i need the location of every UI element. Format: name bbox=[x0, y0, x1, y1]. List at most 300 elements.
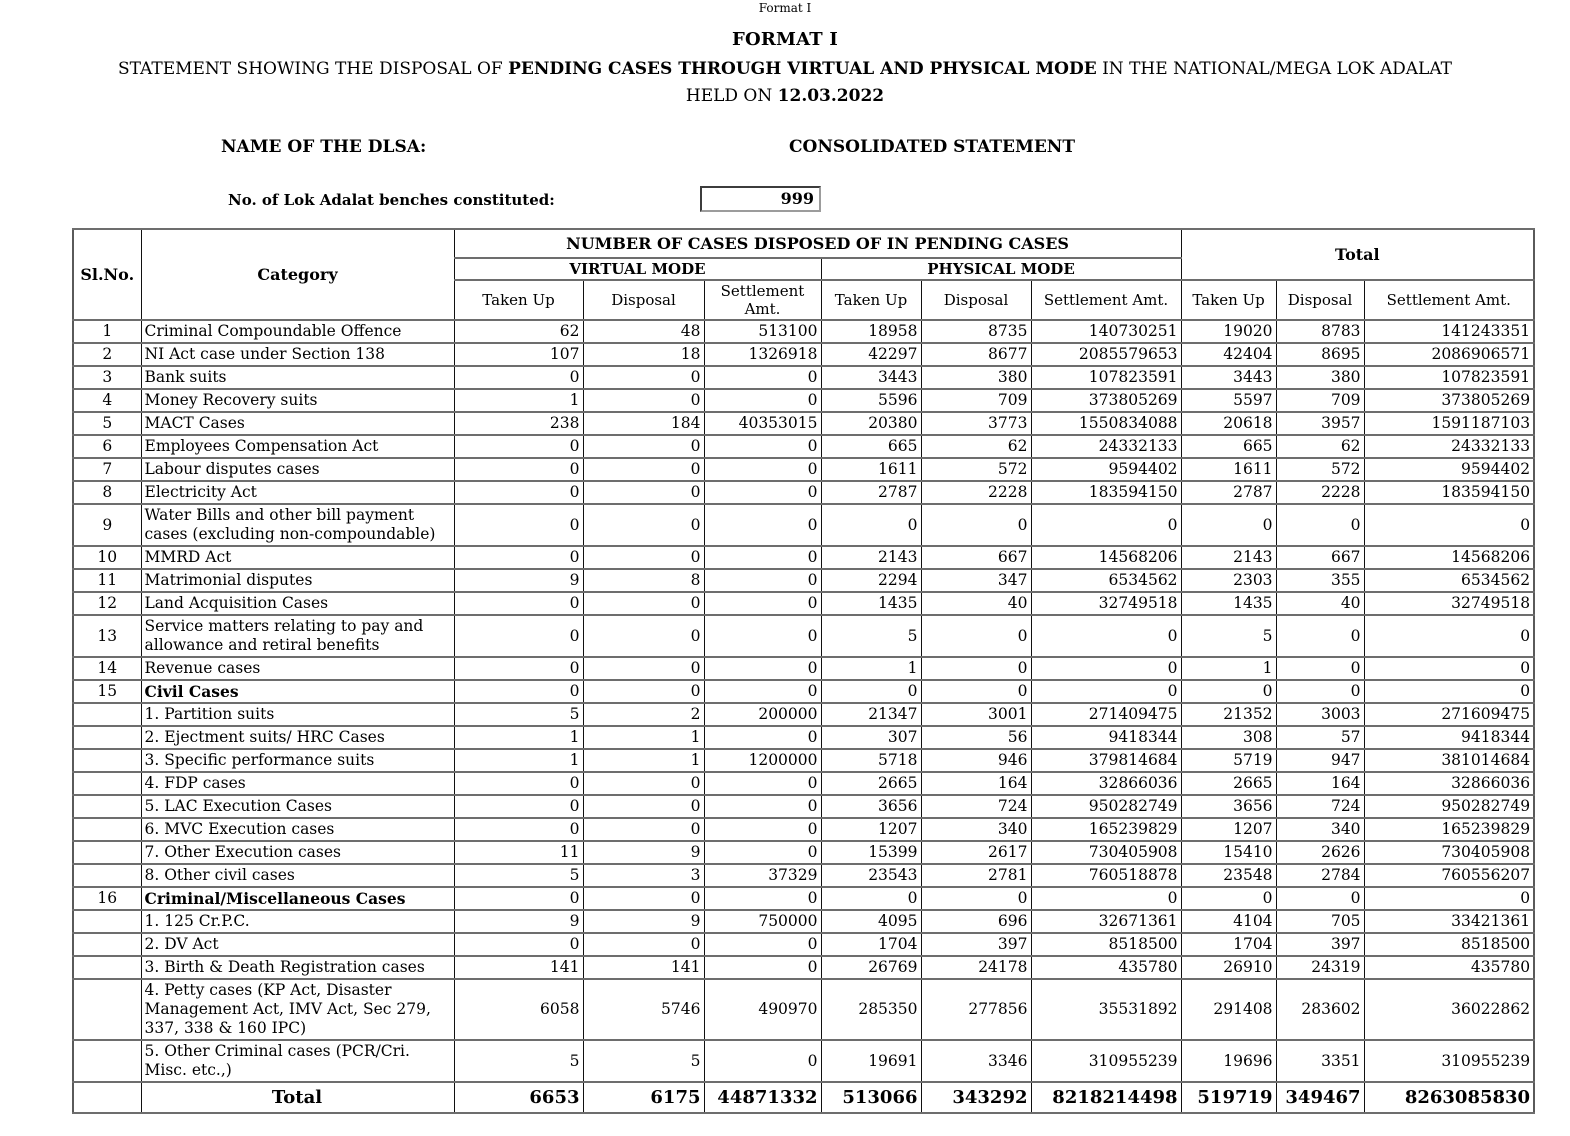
cell-sl-no: 16 bbox=[73, 887, 141, 910]
cell-value: 0 bbox=[704, 772, 821, 795]
cell-value: 760556207 bbox=[1364, 864, 1534, 887]
cell-category: 2. Ejectment suits/ HRC Cases bbox=[141, 726, 454, 749]
cell-value: 373805269 bbox=[1031, 389, 1181, 412]
cell-category: MMRD Act bbox=[141, 546, 454, 569]
cell-value: 380 bbox=[1276, 366, 1364, 389]
cell-value: 42404 bbox=[1181, 343, 1276, 366]
col-header-total-taken-up: Taken Up bbox=[1181, 280, 1276, 320]
cell-value: 5 bbox=[454, 1040, 583, 1082]
cell-value: 1611 bbox=[1181, 458, 1276, 481]
cases-disposal-table bbox=[72, 228, 1535, 1114]
cell-value: 0 bbox=[583, 680, 704, 703]
cell-value: 0 bbox=[921, 680, 1031, 703]
cell-value: 947 bbox=[1276, 749, 1364, 772]
consolidated-statement-label: CONSOLIDATED STATEMENT bbox=[789, 137, 1075, 157]
cell-value: 0 bbox=[704, 615, 821, 657]
cell-value: 0 bbox=[704, 956, 821, 979]
cell-value: 381014684 bbox=[1364, 749, 1534, 772]
cell-value: 3 bbox=[583, 864, 704, 887]
cell-sl-no bbox=[73, 795, 141, 818]
table-row bbox=[73, 592, 1534, 615]
cell-value: 2626 bbox=[1276, 841, 1364, 864]
cell-value: 141243351 bbox=[1364, 320, 1534, 343]
cell-value: 667 bbox=[921, 546, 1031, 569]
cell-value: 32866036 bbox=[1364, 772, 1534, 795]
cell-value: 9418344 bbox=[1031, 726, 1181, 749]
cell-value: 0 bbox=[454, 887, 583, 910]
cell-total-value: 349467 bbox=[1276, 1082, 1364, 1113]
cell-value: 397 bbox=[1276, 933, 1364, 956]
cell-value: 1 bbox=[454, 726, 583, 749]
cell-value: 0 bbox=[821, 504, 921, 546]
cell-value: 24178 bbox=[921, 956, 1031, 979]
cell-value: 8677 bbox=[921, 343, 1031, 366]
cell-value: 0 bbox=[583, 772, 704, 795]
cell-value: 572 bbox=[1276, 458, 1364, 481]
cell-value: 730405908 bbox=[1364, 841, 1534, 864]
cell-value: 0 bbox=[704, 481, 821, 504]
cell-value: 140730251 bbox=[1031, 320, 1181, 343]
cell-value: 14568206 bbox=[1364, 546, 1534, 569]
cell-value: 24332133 bbox=[1364, 435, 1534, 458]
cell-value: 0 bbox=[583, 435, 704, 458]
cell-value: 5596 bbox=[821, 389, 921, 412]
col-header-sl-no: Sl.No. bbox=[73, 229, 141, 320]
cell-sl-no bbox=[73, 772, 141, 795]
benches-count-value: 999 bbox=[780, 189, 814, 208]
cell-value: 696 bbox=[921, 910, 1031, 933]
cell-value: 724 bbox=[1276, 795, 1364, 818]
cell-value: 1 bbox=[454, 389, 583, 412]
cell-value: 35531892 bbox=[1031, 979, 1181, 1040]
cell-value: 0 bbox=[704, 887, 821, 910]
statement-bold-text: PENDING CASES THROUGH VIRTUAL AND PHYSICAL MODE bbox=[508, 59, 1097, 79]
table-row bbox=[73, 795, 1534, 818]
cell-sl-no bbox=[73, 933, 141, 956]
cell-value: 32749518 bbox=[1364, 592, 1534, 615]
cell-category: 2. DV Act bbox=[141, 933, 454, 956]
cell-category: NI Act case under Section 138 bbox=[141, 343, 454, 366]
cell-value: 5 bbox=[454, 703, 583, 726]
cell-value: 0 bbox=[821, 680, 921, 703]
table-row bbox=[73, 772, 1534, 795]
cell-value: 2294 bbox=[821, 569, 921, 592]
cell-category: 4. Petty cases (KP Act, Disaster Management Act, IMV Act, Sec 279, 337, 338 & 160 IPC) bbox=[141, 979, 454, 1040]
cell-value: 0 bbox=[583, 818, 704, 841]
cell-total-value: 519719 bbox=[1181, 1082, 1276, 1113]
cell-value: 724 bbox=[921, 795, 1031, 818]
cell-sl-no: 4 bbox=[73, 389, 141, 412]
cell-value: 0 bbox=[1031, 887, 1181, 910]
benches-constituted-label: No. of Lok Adalat benches constituted: bbox=[228, 191, 555, 209]
col-header-category: Category bbox=[141, 229, 454, 320]
cell-value: 0 bbox=[1364, 504, 1534, 546]
page-header-label: Format I bbox=[758, 1, 812, 15]
table-row bbox=[73, 680, 1534, 703]
table-total-row bbox=[73, 1082, 1534, 1113]
cell-sl-no: 1 bbox=[73, 320, 141, 343]
cell-value: 1200000 bbox=[704, 749, 821, 772]
table-row bbox=[73, 956, 1534, 979]
col-header-virtual-taken-up: Taken Up bbox=[454, 280, 583, 320]
cell-value: 0 bbox=[704, 569, 821, 592]
table-row bbox=[73, 887, 1534, 910]
cell-value: 19020 bbox=[1181, 320, 1276, 343]
cell-value: 0 bbox=[704, 389, 821, 412]
cell-value: 3351 bbox=[1276, 1040, 1364, 1082]
cell-sl-no: 5 bbox=[73, 412, 141, 435]
cell-value: 277856 bbox=[921, 979, 1031, 1040]
cell-category: Electricity Act bbox=[141, 481, 454, 504]
cell-value: 0 bbox=[1031, 504, 1181, 546]
table-row bbox=[73, 481, 1534, 504]
cell-value: 9 bbox=[583, 841, 704, 864]
cell-value: 40 bbox=[921, 592, 1031, 615]
cell-value: 0 bbox=[583, 366, 704, 389]
cell-sl-no bbox=[73, 956, 141, 979]
cell-value: 1435 bbox=[1181, 592, 1276, 615]
cell-value: 373805269 bbox=[1364, 389, 1534, 412]
cell-value: 3003 bbox=[1276, 703, 1364, 726]
cell-value: 0 bbox=[1031, 657, 1181, 680]
cell-value: 665 bbox=[1181, 435, 1276, 458]
cell-value: 21352 bbox=[1181, 703, 1276, 726]
cell-value: 107823591 bbox=[1031, 366, 1181, 389]
cell-value: 5718 bbox=[821, 749, 921, 772]
cell-value: 572 bbox=[921, 458, 1031, 481]
cell-value: 0 bbox=[1276, 615, 1364, 657]
cell-value: 0 bbox=[1276, 887, 1364, 910]
cell-value: 42297 bbox=[821, 343, 921, 366]
cell-value: 0 bbox=[454, 435, 583, 458]
cell-value: 0 bbox=[583, 389, 704, 412]
cell-value: 760518878 bbox=[1031, 864, 1181, 887]
cell-value: 0 bbox=[454, 680, 583, 703]
cell-total-value: 513066 bbox=[821, 1082, 921, 1113]
cell-sl-no bbox=[73, 1082, 141, 1113]
cell-value: 20380 bbox=[821, 412, 921, 435]
cell-value: 18 bbox=[583, 343, 704, 366]
cell-value: 0 bbox=[704, 841, 821, 864]
cell-value: 2228 bbox=[921, 481, 1031, 504]
cell-value: 0 bbox=[1031, 615, 1181, 657]
cell-value: 271609475 bbox=[1364, 703, 1534, 726]
cell-value: 40 bbox=[1276, 592, 1364, 615]
cell-value: 24319 bbox=[1276, 956, 1364, 979]
cell-category: MACT Cases bbox=[141, 412, 454, 435]
cell-value: 18958 bbox=[821, 320, 921, 343]
dlsa-label: NAME OF THE DLSA: bbox=[221, 137, 427, 157]
cell-value: 33421361 bbox=[1364, 910, 1534, 933]
cell-sl-no: 10 bbox=[73, 546, 141, 569]
cell-category: 1. Partition suits bbox=[141, 703, 454, 726]
table-row bbox=[73, 546, 1534, 569]
cell-value: 355 bbox=[1276, 569, 1364, 592]
cell-value: 0 bbox=[704, 933, 821, 956]
cell-total-value: 6175 bbox=[583, 1082, 704, 1113]
cell-value: 0 bbox=[704, 680, 821, 703]
cell-value: 347 bbox=[921, 569, 1031, 592]
cell-value: 308 bbox=[1181, 726, 1276, 749]
cell-value: 0 bbox=[704, 818, 821, 841]
cell-value: 0 bbox=[454, 795, 583, 818]
cell-value: 2787 bbox=[1181, 481, 1276, 504]
cell-value: 0 bbox=[1276, 504, 1364, 546]
cell-value: 1704 bbox=[1181, 933, 1276, 956]
cell-total-value: 6653 bbox=[454, 1082, 583, 1113]
cell-value: 6058 bbox=[454, 979, 583, 1040]
cell-value: 0 bbox=[454, 504, 583, 546]
cell-value: 141 bbox=[454, 956, 583, 979]
cell-value: 3656 bbox=[821, 795, 921, 818]
cell-category: Civil Cases bbox=[141, 680, 454, 703]
cell-value: 435780 bbox=[1364, 956, 1534, 979]
cell-category: Water Bills and other bill payment cases (excluding non-compoundable) bbox=[141, 504, 454, 546]
cell-value: 26769 bbox=[821, 956, 921, 979]
statement-suffix: IN THE NATIONAL/MEGA LOK ADALAT bbox=[1096, 59, 1453, 79]
cell-value: 37329 bbox=[704, 864, 821, 887]
cell-value: 24332133 bbox=[1031, 435, 1181, 458]
cell-value: 32749518 bbox=[1031, 592, 1181, 615]
cell-value: 0 bbox=[1364, 615, 1534, 657]
cell-value: 8518500 bbox=[1364, 933, 1534, 956]
cell-value: 950282749 bbox=[1364, 795, 1534, 818]
cell-value: 6534562 bbox=[1031, 569, 1181, 592]
cell-value: 379814684 bbox=[1031, 749, 1181, 772]
cell-value: 6534562 bbox=[1364, 569, 1534, 592]
cell-sl-no bbox=[73, 818, 141, 841]
table-header-row-1 bbox=[73, 229, 1534, 258]
table-row bbox=[73, 458, 1534, 481]
cell-value: 14568206 bbox=[1031, 546, 1181, 569]
cell-value: 435780 bbox=[1031, 956, 1181, 979]
cell-value: 2086906571 bbox=[1364, 343, 1534, 366]
cell-value: 0 bbox=[1276, 680, 1364, 703]
cell-value: 310955239 bbox=[1364, 1040, 1534, 1082]
cell-category: Criminal/Miscellaneous Cases bbox=[141, 887, 454, 910]
cell-sl-no: 15 bbox=[73, 680, 141, 703]
cell-value: 62 bbox=[921, 435, 1031, 458]
cell-value: 2617 bbox=[921, 841, 1031, 864]
cell-value: 3443 bbox=[821, 366, 921, 389]
cell-value: 0 bbox=[583, 933, 704, 956]
cell-value: 1611 bbox=[821, 458, 921, 481]
cell-sl-no: 6 bbox=[73, 435, 141, 458]
cell-value: 0 bbox=[704, 1040, 821, 1082]
table-row bbox=[73, 933, 1534, 956]
cell-value: 32671361 bbox=[1031, 910, 1181, 933]
cell-value: 0 bbox=[1364, 680, 1534, 703]
cell-category: 3. Specific performance suits bbox=[141, 749, 454, 772]
cell-value: 5719 bbox=[1181, 749, 1276, 772]
cell-category: Matrimonial disputes bbox=[141, 569, 454, 592]
cell-value: 9594402 bbox=[1364, 458, 1534, 481]
page-title: FORMAT I bbox=[731, 29, 838, 50]
cell-sl-no: 2 bbox=[73, 343, 141, 366]
cell-value: 1591187103 bbox=[1364, 412, 1534, 435]
cell-value: 3443 bbox=[1181, 366, 1276, 389]
cell-value: 2143 bbox=[1181, 546, 1276, 569]
statement-line-1 bbox=[0, 59, 1570, 79]
cell-value: 0 bbox=[583, 458, 704, 481]
cell-value: 0 bbox=[921, 615, 1031, 657]
cell-value: 8783 bbox=[1276, 320, 1364, 343]
cell-value: 2303 bbox=[1181, 569, 1276, 592]
statement-line-2 bbox=[0, 86, 1570, 106]
cell-category: 3. Birth & Death Registration cases bbox=[141, 956, 454, 979]
cell-value: 0 bbox=[921, 657, 1031, 680]
held-on-text: HELD ON bbox=[685, 86, 778, 106]
cell-category: Bank suits bbox=[141, 366, 454, 389]
cell-value: 1704 bbox=[821, 933, 921, 956]
cell-category: 1. 125 Cr.P.C. bbox=[141, 910, 454, 933]
cell-value: 40353015 bbox=[704, 412, 821, 435]
cell-value: 9418344 bbox=[1364, 726, 1534, 749]
cell-value: 0 bbox=[583, 481, 704, 504]
cell-category: 8. Other civil cases bbox=[141, 864, 454, 887]
cell-value: 5 bbox=[454, 864, 583, 887]
cell-value: 1550834088 bbox=[1031, 412, 1181, 435]
cell-value: 200000 bbox=[704, 703, 821, 726]
table-row bbox=[73, 657, 1534, 680]
col-header-total-disposal: Disposal bbox=[1276, 280, 1364, 320]
cell-value: 2665 bbox=[821, 772, 921, 795]
cell-value: 1 bbox=[1181, 657, 1276, 680]
table-row bbox=[73, 343, 1534, 366]
cell-value: 397 bbox=[921, 933, 1031, 956]
table-row bbox=[73, 615, 1534, 657]
cell-value: 0 bbox=[1364, 887, 1534, 910]
col-header-virtual-settlement: Settlement Amt. bbox=[704, 280, 821, 320]
cell-value: 283602 bbox=[1276, 979, 1364, 1040]
cell-value: 291408 bbox=[1181, 979, 1276, 1040]
table-row bbox=[73, 320, 1534, 343]
cell-value: 107 bbox=[454, 343, 583, 366]
cell-value: 21347 bbox=[821, 703, 921, 726]
cell-value: 2665 bbox=[1181, 772, 1276, 795]
cell-value: 705 bbox=[1276, 910, 1364, 933]
table-row bbox=[73, 366, 1534, 389]
benches-count-field[interactable] bbox=[700, 186, 821, 212]
cell-sl-no bbox=[73, 979, 141, 1040]
cell-category: Labour disputes cases bbox=[141, 458, 454, 481]
cell-value: 141 bbox=[583, 956, 704, 979]
cell-sl-no: 12 bbox=[73, 592, 141, 615]
cell-value: 340 bbox=[921, 818, 1031, 841]
cell-value: 8 bbox=[583, 569, 704, 592]
cell-value: 750000 bbox=[704, 910, 821, 933]
cell-value: 2781 bbox=[921, 864, 1031, 887]
cell-value: 26910 bbox=[1181, 956, 1276, 979]
cell-value: 2228 bbox=[1276, 481, 1364, 504]
cell-value: 0 bbox=[1181, 680, 1276, 703]
cell-value: 8735 bbox=[921, 320, 1031, 343]
col-header-total: Total bbox=[1181, 229, 1534, 280]
cell-value: 3957 bbox=[1276, 412, 1364, 435]
cell-value: 0 bbox=[454, 615, 583, 657]
cell-value: 8518500 bbox=[1031, 933, 1181, 956]
cell-value: 184 bbox=[583, 412, 704, 435]
cell-value: 0 bbox=[704, 366, 821, 389]
cell-value: 19696 bbox=[1181, 1040, 1276, 1082]
cell-value: 1 bbox=[454, 749, 583, 772]
cell-value: 2085579653 bbox=[1031, 343, 1181, 366]
cell-value: 0 bbox=[704, 458, 821, 481]
cell-value: 0 bbox=[454, 366, 583, 389]
cell-value: 380 bbox=[921, 366, 1031, 389]
cell-value: 2787 bbox=[821, 481, 921, 504]
cell-value: 0 bbox=[454, 458, 583, 481]
table-row bbox=[73, 389, 1534, 412]
table-row bbox=[73, 841, 1534, 864]
cell-category: 6. MVC Execution cases bbox=[141, 818, 454, 841]
cell-value: 0 bbox=[583, 546, 704, 569]
cell-value: 15399 bbox=[821, 841, 921, 864]
cell-value: 0 bbox=[1181, 887, 1276, 910]
cell-value: 1 bbox=[583, 726, 704, 749]
cell-value: 2143 bbox=[821, 546, 921, 569]
cell-value: 23543 bbox=[821, 864, 921, 887]
cell-value: 0 bbox=[583, 504, 704, 546]
col-header-physical-settlement: Settlement Amt. bbox=[1031, 280, 1181, 320]
cell-value: 0 bbox=[704, 504, 821, 546]
cell-value: 165239829 bbox=[1364, 818, 1534, 841]
cell-value: 3773 bbox=[921, 412, 1031, 435]
cell-value: 20618 bbox=[1181, 412, 1276, 435]
cell-value: 0 bbox=[454, 818, 583, 841]
cell-value: 4104 bbox=[1181, 910, 1276, 933]
cell-value: 3346 bbox=[921, 1040, 1031, 1082]
table-body bbox=[73, 320, 1534, 1113]
table-row bbox=[73, 910, 1534, 933]
cell-value: 56 bbox=[921, 726, 1031, 749]
cell-sl-no bbox=[73, 703, 141, 726]
cell-value: 9 bbox=[454, 910, 583, 933]
cell-value: 11 bbox=[454, 841, 583, 864]
cell-sl-no: 13 bbox=[73, 615, 141, 657]
table-row bbox=[73, 749, 1534, 772]
cell-value: 62 bbox=[454, 320, 583, 343]
table-row bbox=[73, 818, 1534, 841]
cell-value: 164 bbox=[1276, 772, 1364, 795]
cell-value: 0 bbox=[583, 615, 704, 657]
table-row bbox=[73, 864, 1534, 887]
cell-value: 340 bbox=[1276, 818, 1364, 841]
cell-total-value: 44871332 bbox=[704, 1082, 821, 1113]
table-row bbox=[73, 412, 1534, 435]
cell-value: 665 bbox=[821, 435, 921, 458]
cell-value: 5 bbox=[821, 615, 921, 657]
table-row bbox=[73, 726, 1534, 749]
cell-value: 165239829 bbox=[1031, 818, 1181, 841]
cell-sl-no: 3 bbox=[73, 366, 141, 389]
cell-value: 0 bbox=[454, 592, 583, 615]
cell-value: 4095 bbox=[821, 910, 921, 933]
cell-value: 0 bbox=[821, 887, 921, 910]
col-header-physical-taken-up: Taken Up bbox=[821, 280, 921, 320]
cell-value: 285350 bbox=[821, 979, 921, 1040]
cell-category: Service matters relating to pay and allowance and retiral benefits bbox=[141, 615, 454, 657]
cell-value: 5746 bbox=[583, 979, 704, 1040]
held-on-date: 12.03.2022 bbox=[777, 86, 885, 106]
cell-value: 0 bbox=[921, 887, 1031, 910]
cell-value: 946 bbox=[921, 749, 1031, 772]
table-row bbox=[73, 504, 1534, 546]
cell-category: Criminal Compoundable Offence bbox=[141, 320, 454, 343]
cell-value: 0 bbox=[704, 795, 821, 818]
cell-value: 107823591 bbox=[1364, 366, 1534, 389]
cell-value: 1 bbox=[583, 749, 704, 772]
